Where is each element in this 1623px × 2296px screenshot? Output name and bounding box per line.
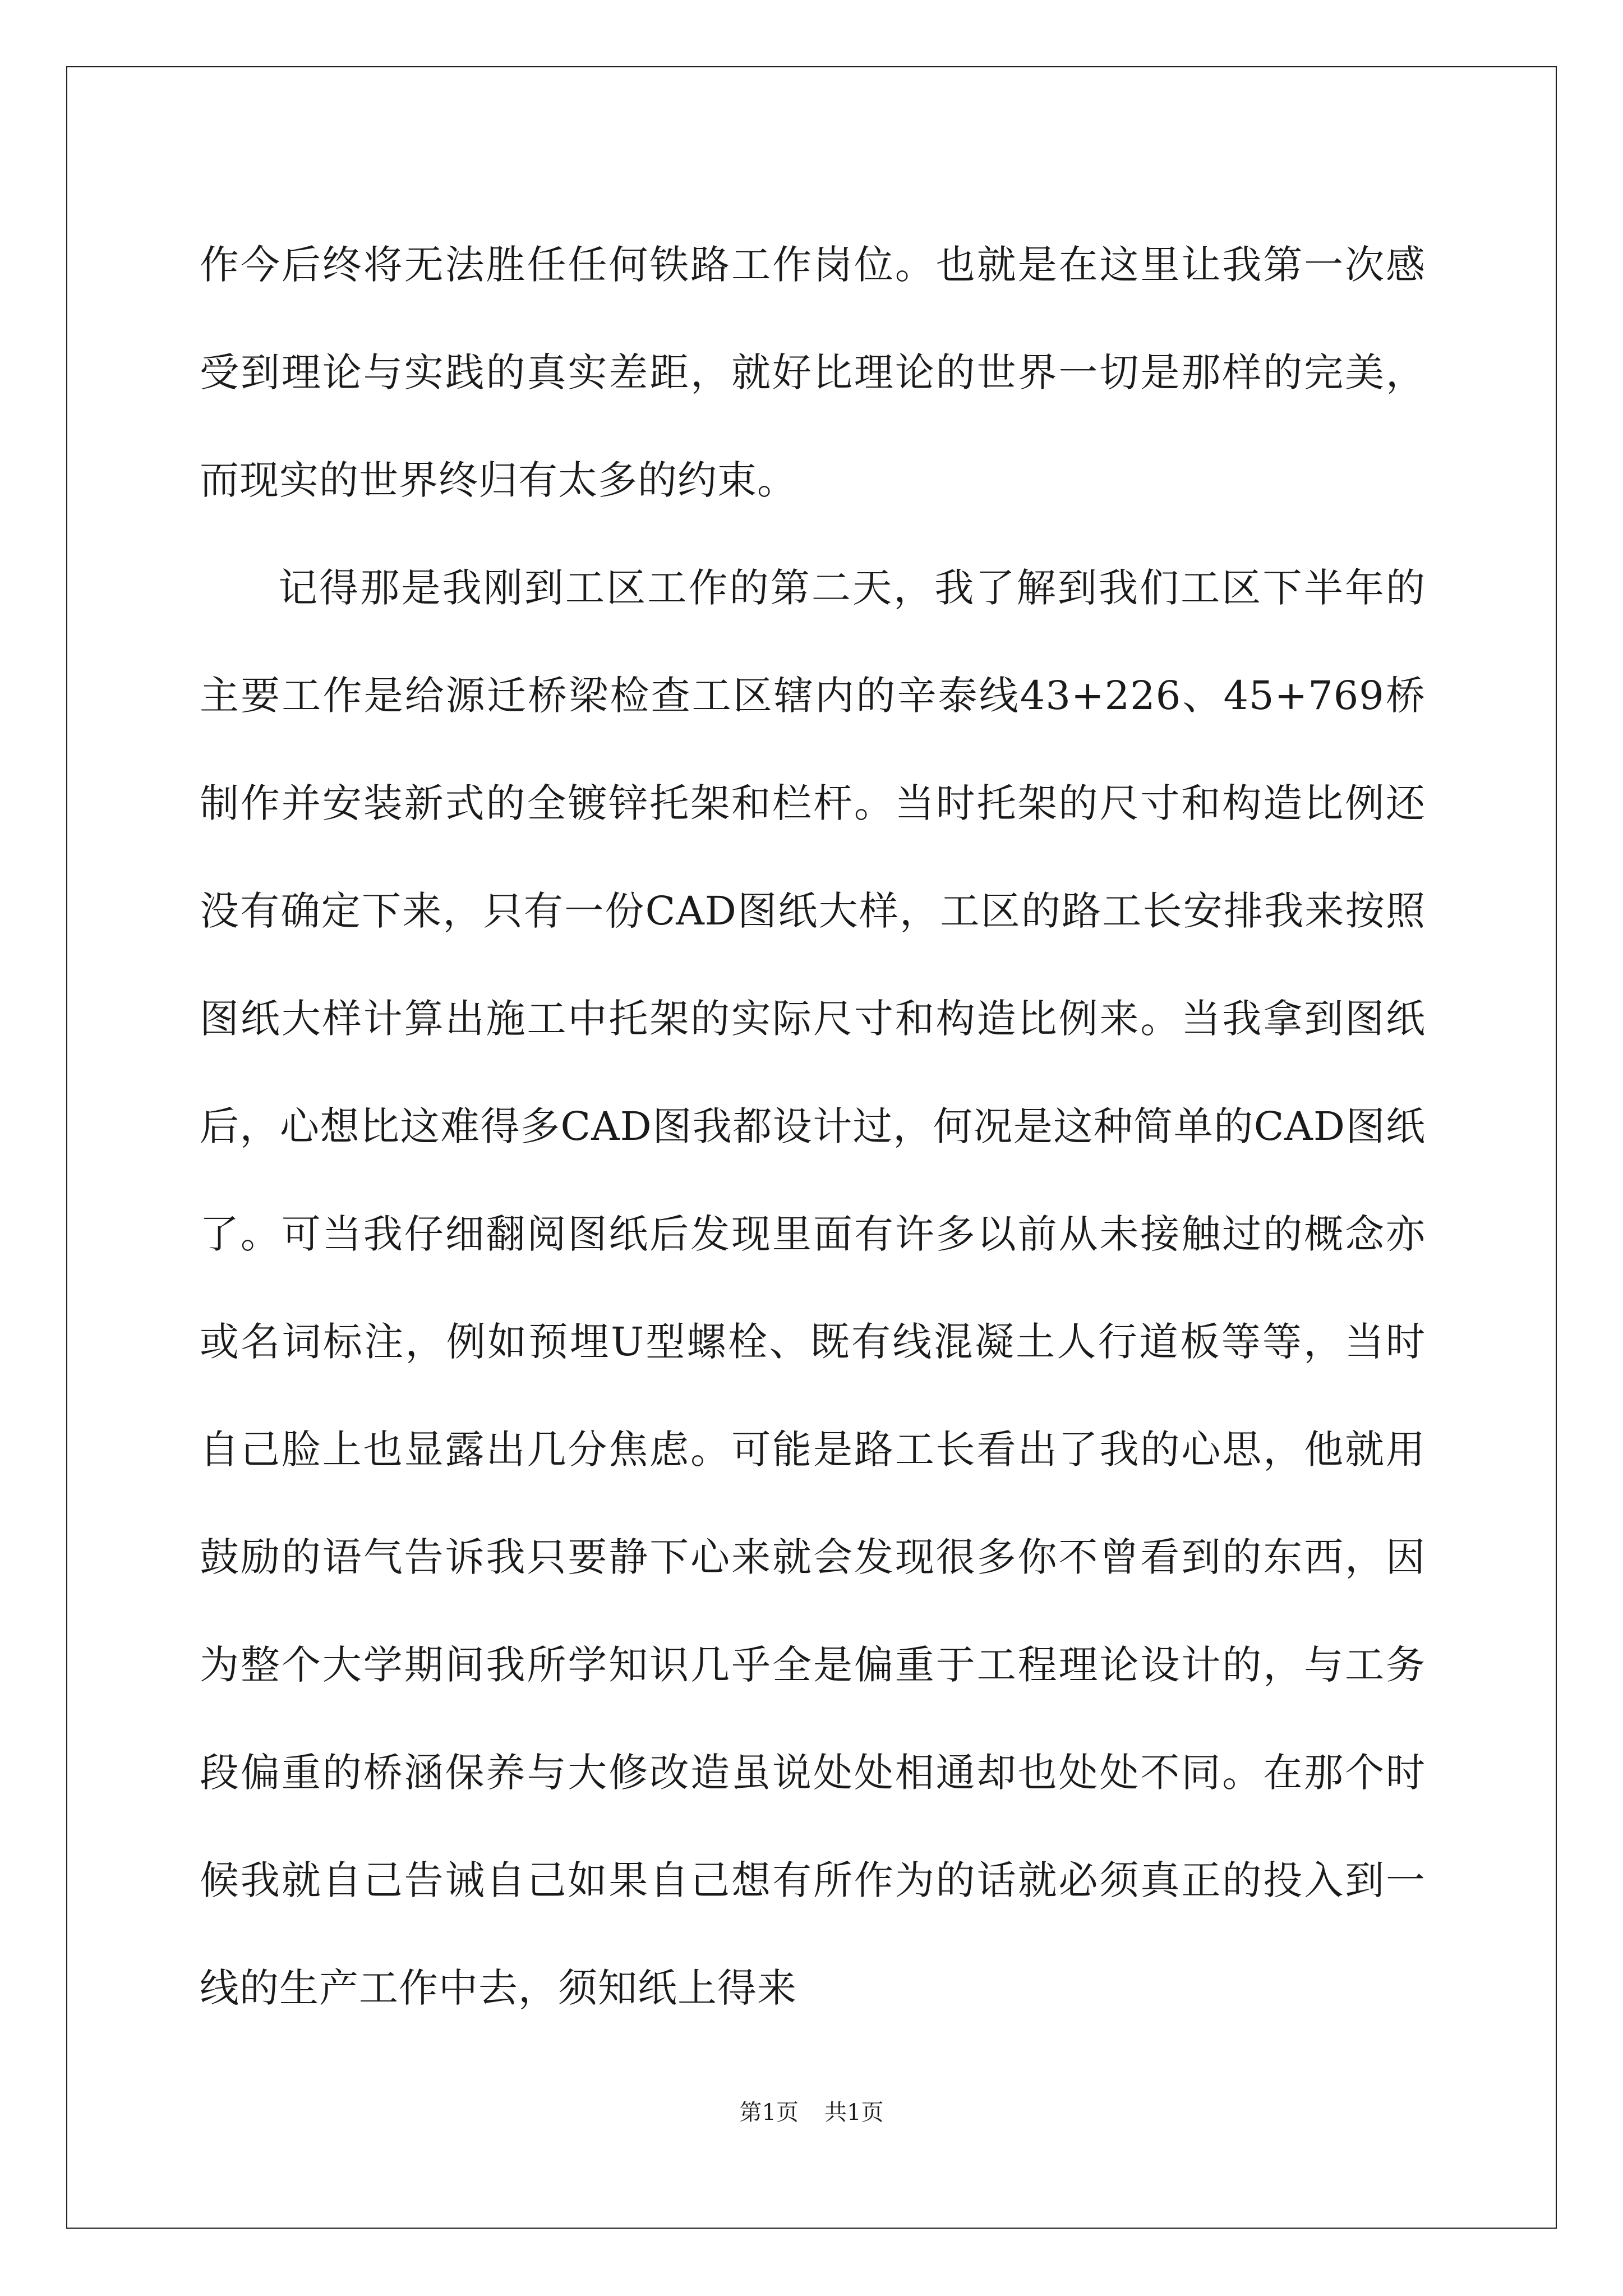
document-body: [200, 211, 1426, 2042]
page-footer: [0, 2095, 1623, 2127]
page-total: 共1页: [824, 2100, 884, 2125]
paragraph-2: 记得那是我刚到工区工作的第二天，我了解到我们工区下半年的主要工作是给源迁桥梁检查工区辖内的辛泰线43+226、45+769桥制作并安装新式的全镀锌托架和栏杆。当时托架的尺寸和构造比例还没有确定下来，只有一份CAD图纸大样，工区的路工长安排我来按照图纸大样计算出施工中托架的实际尺寸和构造比例来。当我拿到图纸后，心想比这难得多CAD图我都设计过，何况是这种简单的CAD图纸了。可当我仔细翻阅图纸后发现里面有许多以前从未接触过的概念亦或名词标注，例如预埋U型螺栓、既有线混凝土人行道板等等，当时自己脸上也显露出几分焦虑。可能是路工长看出了我的心思，他就用鼓励的语气告诉我只要静下心来就会发现很多你不曾看到的东西，因为整个大学期间我所学知识几乎全是偏重于工程理论设计的，与工务段偏重的桥涵保养与大修改造虽说处处相通却也处处不同。在那个时候我就自己告诫自己如果自己想有所作为的话就必须真正的投入到一线的生产工作中去，须知纸上得来: [200, 565, 1426, 2011]
paragraph-1: 作今后终将无法胜任任何铁路工作岗位。也就是在这里让我第一次感受到理论与实践的真实差距，就好比理论的世界一切是那样的完美，而现实的世界终归有太多的约束。: [200, 242, 1426, 503]
page-number: 第1页: [739, 2100, 799, 2125]
